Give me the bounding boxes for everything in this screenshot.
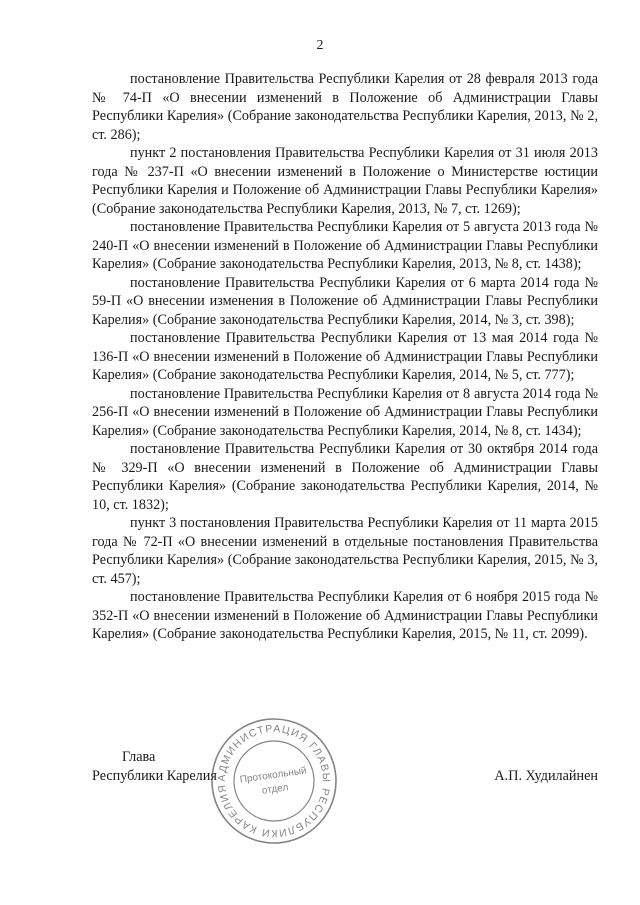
page-number: 2 xyxy=(316,38,324,53)
paragraph-4: постановление Правительства Республики Карелия от 6 марта 2014 года № 59-П «О внесении изменения в Положение об Администрации Главы Республики Карелия» (Собрание законодательства Республики Карелия, 2014, № 3, ст. 398); xyxy=(92,274,598,328)
paragraph-7: постановление Правительства Республики Карелия от 30 октября 2014 года № 329-П «О внесении изменений в Положение об Администрации Главы Республики Карелия» (Собрание законодательства Республики Карелия, 2014, № 10, ст. 1832); xyxy=(92,441,598,513)
stamp-outer-text: АДМИНИСТРАЦИЯ ГЛАВЫ РЕСПУБЛИКИ КАРЕЛИЯ xyxy=(215,722,333,840)
paragraph-8: пункт 3 постановления Правительства Республики Карелия от 11 марта 2015 года № 72-П «О внесении изменений в отдельные постановления Правительства Республики Карелия» (Собрание законодательства Республики Карелия, 2015, № 3, ст. 457); xyxy=(92,515,598,587)
paragraph-2: пункт 2 постановления Правительства Республики Карелия от 31 июля 2013 года № 237-П «О внесении изменений в Положение о Министерстве юстиции Республики Карелия и Положение об Администрации Главы Республики Карелия» (Собрание законодательства Республики Карелия, 2013, № 7, ст. 1269); xyxy=(92,145,598,217)
paragraph-3: постановление Правительства Республики Карелия от 5 августа 2013 года № 240-П «О внесении изменений в Положение об Администрации Главы Республики Карелия» (Собрание законодательства Республики Карелия, 2013, № 8, ст. 1438); xyxy=(92,219,598,272)
paragraph-9: постановление Правительства Республики Карелия от 6 ноября 2015 года № 352-П «О внесении изменений в Положение об Администрации Главы Республики Карелия» (Собрание законодательства Республики Карелия, 2015, № 11, ст. 2099). xyxy=(92,589,598,642)
stamp-inner-line2: отдел xyxy=(261,782,290,797)
paragraph-6: постановление Правительства Республики Карелия от 8 августа 2014 года № 256-П «О внесении изменений в Положение об Администрации Главы Республики Карелия» (Собрание законодательства Республики Карелия, 2014, № 8, ст. 1434); xyxy=(92,385,598,439)
signatory-title-line2: Республики Карелия xyxy=(92,768,217,784)
document-body xyxy=(92,70,598,644)
signatory-name: А.П. Худилайнен xyxy=(494,768,598,784)
paragraph-1: постановление Правительства Республики Карелия от 28 февраля 2013 года № 74-П «О внесении изменений в Положение об Администрации Главы Республики Карелия» (Собрание законодательства Республики Карелия, 2013, № 2, ст. 286); xyxy=(92,71,598,143)
signature-block xyxy=(92,748,598,868)
official-stamp xyxy=(208,715,340,847)
signatory-title-line1: Глава xyxy=(122,749,156,765)
paragraph-5: постановление Правительства Республики Карелия от 13 мая 2014 года № 136-П «О внесении изменений в Положение об Администрации Главы Республики Карелия» (Собрание законодательства Республики Карелия, 2014, № 5, ст. 777); xyxy=(92,330,598,383)
stamp-inner-line1: Протокольный xyxy=(239,765,308,786)
